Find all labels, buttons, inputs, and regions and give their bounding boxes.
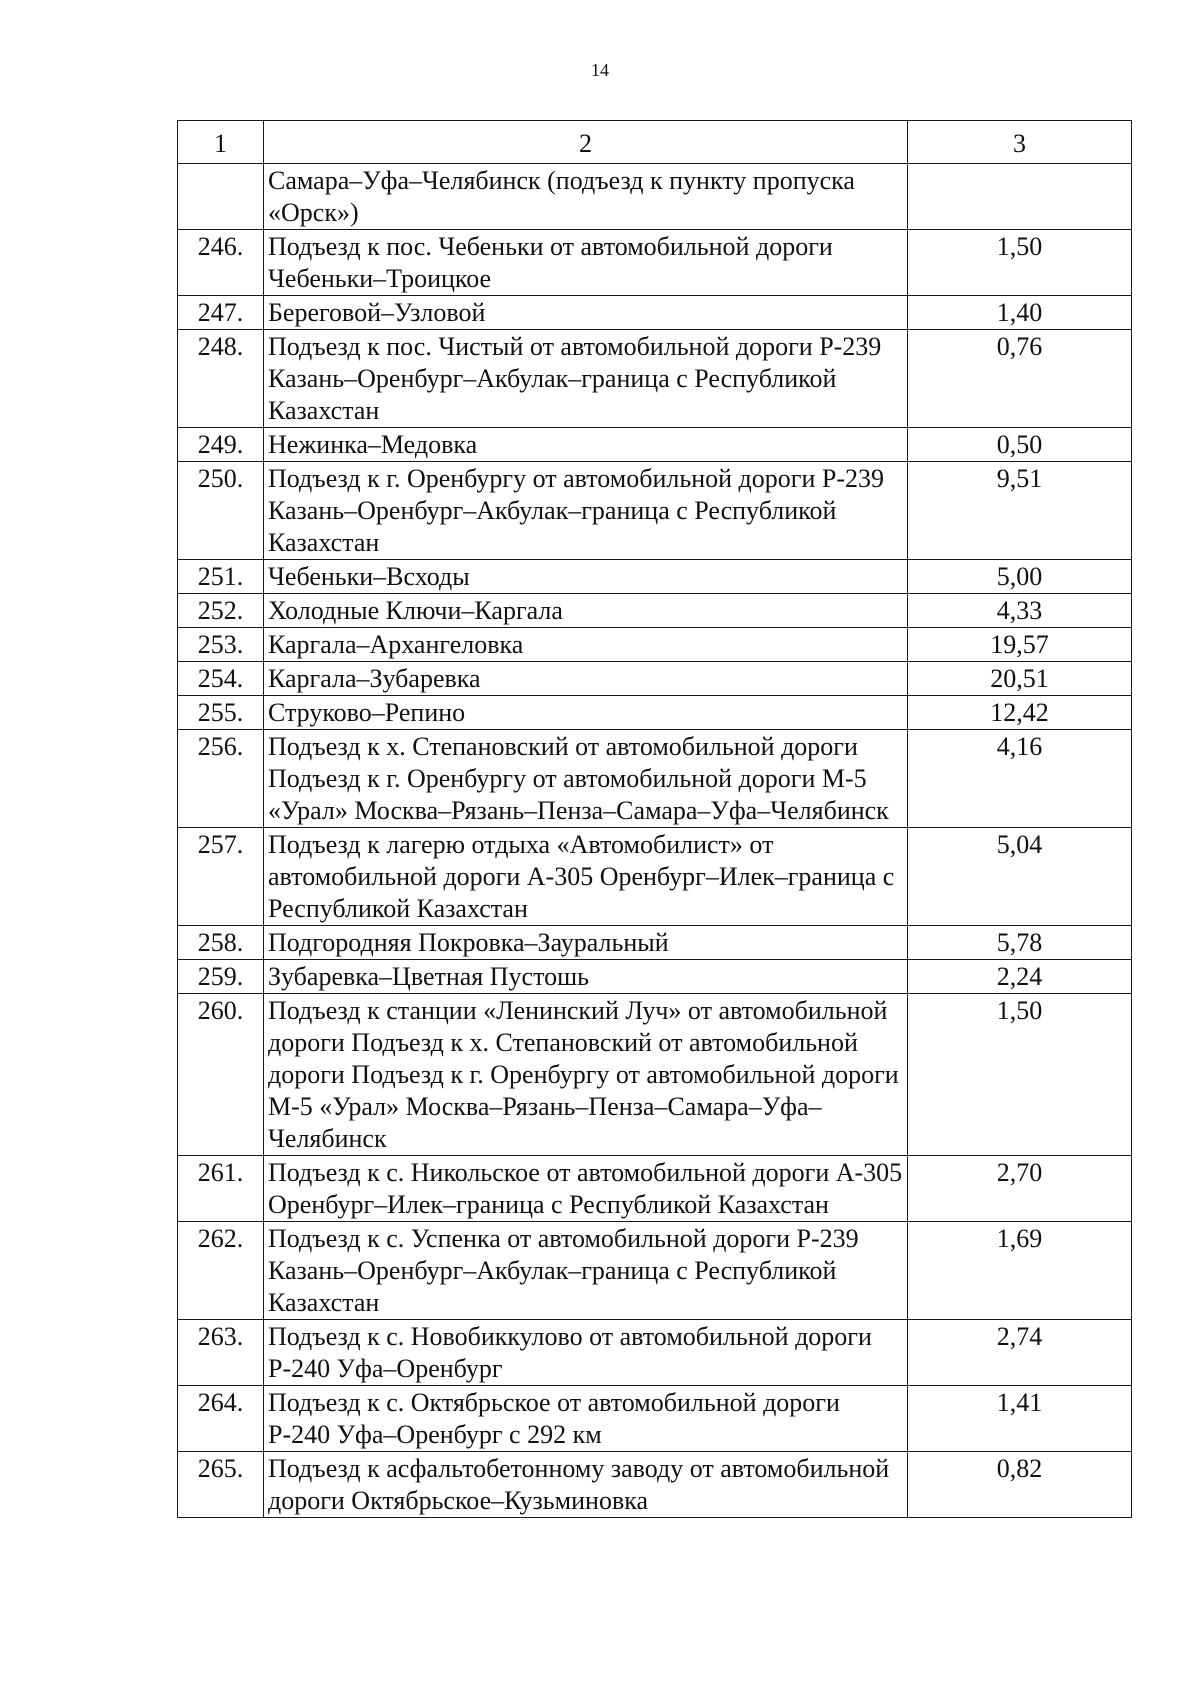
row-number: 265. — [178, 1452, 264, 1518]
road-length: 1,41 — [908, 1386, 1132, 1452]
road-name: Подъезд к лагерю отдыха «Автомобилист» от автомобильной дороги А-305 Оренбург–Илек–граница с Республикой Казахстан — [264, 828, 908, 926]
road-length: 0,76 — [908, 330, 1132, 428]
row-number: 257. — [178, 828, 264, 926]
road-name: Зубаревка–Цветная Пустошь — [264, 960, 908, 994]
road-name: Подъезд к х. Степановский от автомобильной дороги Подъезд к г. Оренбургу от автомобильной дороги М-5 «Урал» Москва–Рязань–Пенза–Самара–Уфа–Челябинск — [264, 730, 908, 828]
row-number: 252. — [178, 594, 264, 628]
road-name: Подъезд к с. Новобиккулово от автомобильной дороги Р-240 Уфа–Оренбург — [264, 1320, 908, 1386]
row-number: 246. — [178, 230, 264, 296]
road-length — [908, 164, 1132, 230]
road-length: 1,40 — [908, 296, 1132, 330]
table-row — [178, 926, 1132, 960]
road-length: 2,74 — [908, 1320, 1132, 1386]
table-row — [178, 1386, 1132, 1452]
road-length: 0,50 — [908, 428, 1132, 462]
road-name: Подъезд к асфальтобетонному заводу от автомобильной дороги Октябрьское–Кузьминовка — [264, 1452, 908, 1518]
table-row — [178, 164, 1132, 230]
table-row — [178, 1320, 1132, 1386]
table-row — [178, 428, 1132, 462]
road-name: Каргала–Архангеловка — [264, 628, 908, 662]
row-number: 263. — [178, 1320, 264, 1386]
header-col-2: 2 — [264, 121, 908, 164]
table-row — [178, 594, 1132, 628]
road-length: 5,00 — [908, 560, 1132, 594]
table-body — [178, 164, 1132, 1518]
road-length: 19,57 — [908, 628, 1132, 662]
header-col-1: 1 — [178, 121, 264, 164]
road-length: 12,42 — [908, 696, 1132, 730]
road-length: 2,24 — [908, 960, 1132, 994]
row-number: 248. — [178, 330, 264, 428]
road-length: 1,50 — [908, 994, 1132, 1156]
page-number: 14 — [591, 60, 609, 80]
road-name: Нежинка–Медовка — [264, 428, 908, 462]
table-row — [178, 960, 1132, 994]
row-number — [178, 164, 264, 230]
road-name: Подъезд к с. Успенка от автомобильной дороги Р-239 Казань–Оренбург–Акбулак–граница с Республикой Казахстан — [264, 1222, 908, 1320]
table-row — [178, 560, 1132, 594]
table-row — [178, 230, 1132, 296]
road-length: 0,82 — [908, 1452, 1132, 1518]
row-number: 256. — [178, 730, 264, 828]
table-row — [178, 662, 1132, 696]
road-length: 20,51 — [908, 662, 1132, 696]
row-number: 261. — [178, 1156, 264, 1222]
road-length: 2,70 — [908, 1156, 1132, 1222]
table-row — [178, 730, 1132, 828]
road-name: Подъезд к станции «Ленинский Луч» от автомобильной дороги Подъезд к х. Степановский от автомобильной дороги Подъезд к г. Оренбургу от автомобильной дороги М-5 «Урал» Москва–Рязань–Пенза–Самара–Уфа–Челябинск — [264, 994, 908, 1156]
road-name: Береговой–Узловой — [264, 296, 908, 330]
row-number: 249. — [178, 428, 264, 462]
road-name: Струково–Репино — [264, 696, 908, 730]
header-col-3: 3 — [908, 121, 1132, 164]
table-row — [178, 1452, 1132, 1518]
road-name: Подъезд к пос. Чебеньки от автомобильной дороги Чебеньки–Троицкое — [264, 230, 908, 296]
row-number: 247. — [178, 296, 264, 330]
table-row — [178, 828, 1132, 926]
road-name: Подъезд к пос. Чистый от автомобильной дороги Р-239 Казань–Оренбург–Акбулак–граница с Республикой Казахстан — [264, 330, 908, 428]
road-length: 4,33 — [908, 594, 1132, 628]
row-number: 253. — [178, 628, 264, 662]
row-number: 260. — [178, 994, 264, 1156]
table-row — [178, 1222, 1132, 1320]
row-number: 254. — [178, 662, 264, 696]
road-name: Чебеньки–Всходы — [264, 560, 908, 594]
table-row — [178, 462, 1132, 560]
row-number: 250. — [178, 462, 264, 560]
road-length: 9,51 — [908, 462, 1132, 560]
roads-table — [177, 120, 1132, 1518]
header-row — [178, 121, 1132, 164]
road-name: Подъезд к с. Никольское от автомобильной дороги А-305 Оренбург–Илек–граница с Республикой Казахстан — [264, 1156, 908, 1222]
road-name: Самара–Уфа–Челябинск (подъезд к пункту пропуска «Орск») — [264, 164, 908, 230]
table-row — [178, 696, 1132, 730]
road-name: Подъезд к г. Оренбургу от автомобильной дороги Р-239 Казань–Оренбург–Акбулак–граница с Республикой Казахстан — [264, 462, 908, 560]
row-number: 251. — [178, 560, 264, 594]
road-name: Подгородняя Покровка–Зауральный — [264, 926, 908, 960]
road-length: 1,50 — [908, 230, 1132, 296]
table-row — [178, 296, 1132, 330]
row-number: 264. — [178, 1386, 264, 1452]
table-header — [178, 121, 1132, 164]
road-length: 5,04 — [908, 828, 1132, 926]
row-number: 259. — [178, 960, 264, 994]
row-number: 255. — [178, 696, 264, 730]
table-row — [178, 1156, 1132, 1222]
table-row — [178, 330, 1132, 428]
road-name: Каргала–Зубаревка — [264, 662, 908, 696]
road-length: 4,16 — [908, 730, 1132, 828]
table-row — [178, 628, 1132, 662]
row-number: 262. — [178, 1222, 264, 1320]
road-length: 5,78 — [908, 926, 1132, 960]
road-name: Холодные Ключи–Каргала — [264, 594, 908, 628]
table-row — [178, 994, 1132, 1156]
road-length: 1,69 — [908, 1222, 1132, 1320]
road-name: Подъезд к с. Октябрьское от автомобильной дороги Р-240 Уфа–Оренбург с 292 км — [264, 1386, 908, 1452]
row-number: 258. — [178, 926, 264, 960]
